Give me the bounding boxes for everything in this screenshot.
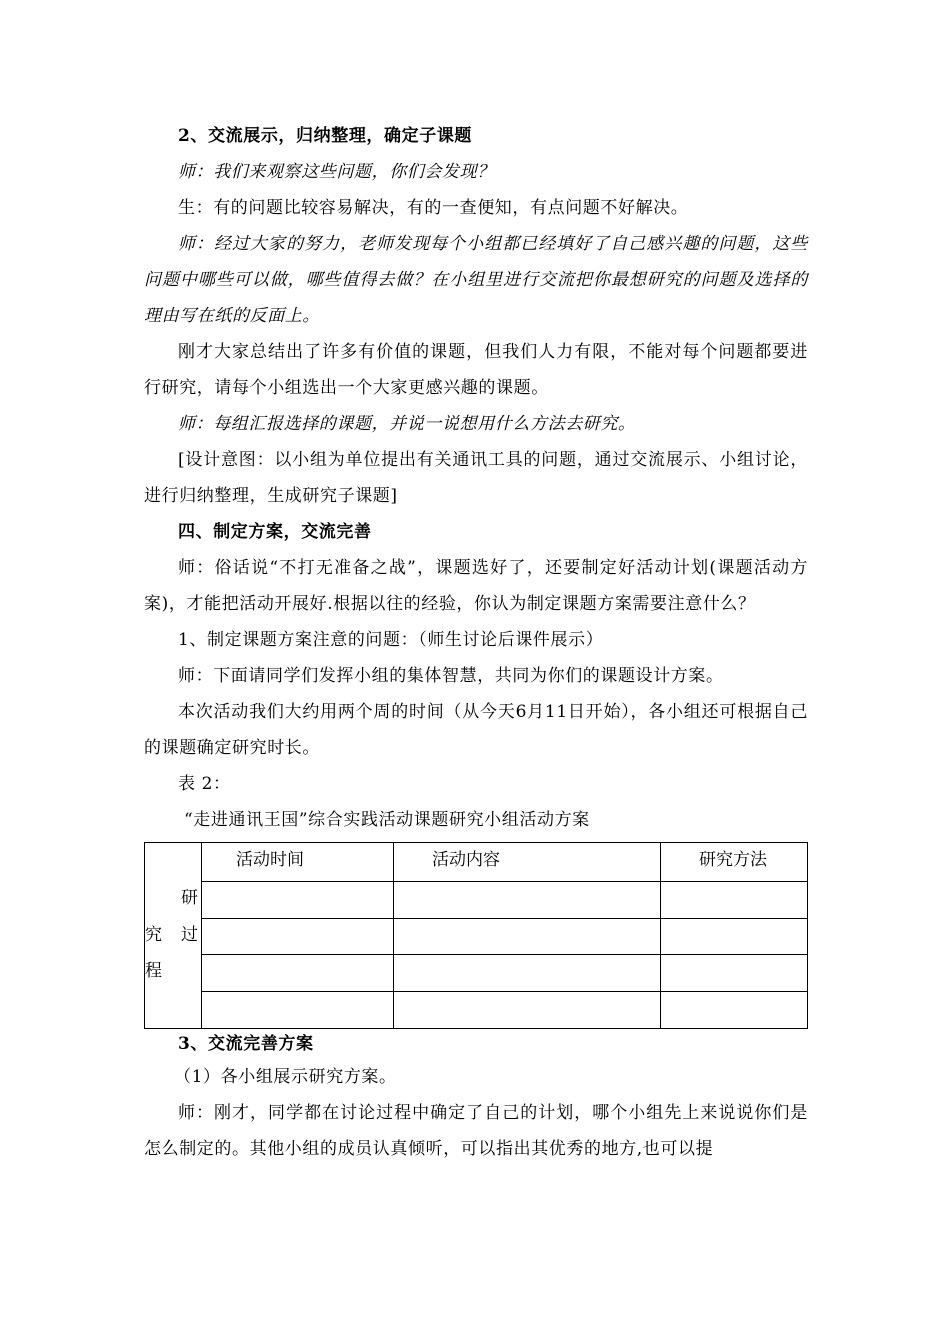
table-cell	[661, 918, 808, 955]
table-cell	[394, 918, 661, 955]
table-cell	[394, 992, 661, 1029]
design-intent-note: [设计意图：以小组为单位提出有关通讯工具的问题，通过交流展示、小组讨论，进行归纳整理，生成研究子课题]	[144, 450, 808, 506]
column-header: 活动时间	[202, 843, 394, 882]
section-heading-4: 四、制定方案，交流完善	[178, 522, 372, 542]
table-cell	[661, 955, 808, 992]
document-page	[144, 118, 808, 1167]
table-cell	[394, 955, 661, 992]
paragraph: 师：每组汇报选择的课题，并说一说想用什么方法去研究。	[178, 414, 636, 434]
table-cell	[202, 918, 394, 955]
table-cell	[202, 881, 394, 918]
table-cell	[394, 881, 661, 918]
paragraph: （1）各小组展示研究方案。	[174, 1067, 397, 1087]
table-row	[145, 881, 808, 918]
paragraph: 师：刚才，同学都在讨论过程中确定了自己的计划，哪个小组先上来说说你们是怎么制定的。其他小组的成员认真倾听，可以指出其优秀的地方,也可以提	[144, 1103, 808, 1159]
side-char: 过	[181, 925, 198, 945]
table-row	[145, 992, 808, 1029]
table-cell	[661, 881, 808, 918]
table-row	[145, 955, 808, 992]
table-row	[145, 918, 808, 955]
table-title: “走进通讯王国”综合实践活动课题研究小组活动方案	[184, 810, 590, 830]
activity-plan-table	[144, 842, 808, 1029]
table-cell	[202, 955, 394, 992]
side-char: 程	[145, 961, 162, 981]
paragraph: 刚才大家总结出了许多有价值的课题，但我们人力有限，不能对每个问题都要进行研究，请每个小组选出一个大家更感兴趣的课题。	[144, 342, 808, 398]
paragraph: 本次活动我们大约用两个周的时间（从今天6月11日开始），各小组还可根据自己的课题确定研究时长。	[144, 702, 808, 758]
paragraph: 生：有的问题比较容易解决，有的一查便知，有点问题不好解决。	[178, 198, 689, 218]
paragraph: 1、制定课题方案注意的问题：（师生讨论后课件展示）	[178, 630, 604, 650]
paragraph: 师：我们来观察这些问题，你们会发现？	[178, 162, 495, 182]
table-cell	[661, 992, 808, 1029]
section-heading-3: 3、交流完善方案	[178, 1034, 314, 1054]
paragraph: 师：下面请同学们发挥小组的集体智慧，共同为你们的课题设计方案。	[178, 666, 724, 686]
paragraph: 师：俗话说“不打无准备之战”，课题选好了，还要制定好活动计划(课题活动方案)，才能把活动开展好.根据以往的经验，你认为制定课题方案需要注意什么？	[144, 558, 808, 614]
column-header: 研究方法	[661, 843, 808, 882]
side-char: 研	[181, 888, 198, 908]
side-char: 究	[145, 925, 162, 945]
table-label: 表 2：	[178, 774, 231, 794]
column-header: 活动内容	[394, 843, 661, 882]
table-cell	[202, 992, 394, 1029]
paragraph: 师：经过大家的努力，老师发现每个小组都已经填好了自己感兴趣的问题，这些问题中哪些可以做，哪些值得去做？在小组里进行交流把你最想研究的问题及选择的理由写在纸的反面上。	[144, 234, 808, 326]
section-heading-2: 2、交流展示，归纳整理，确定子课题	[178, 126, 473, 146]
